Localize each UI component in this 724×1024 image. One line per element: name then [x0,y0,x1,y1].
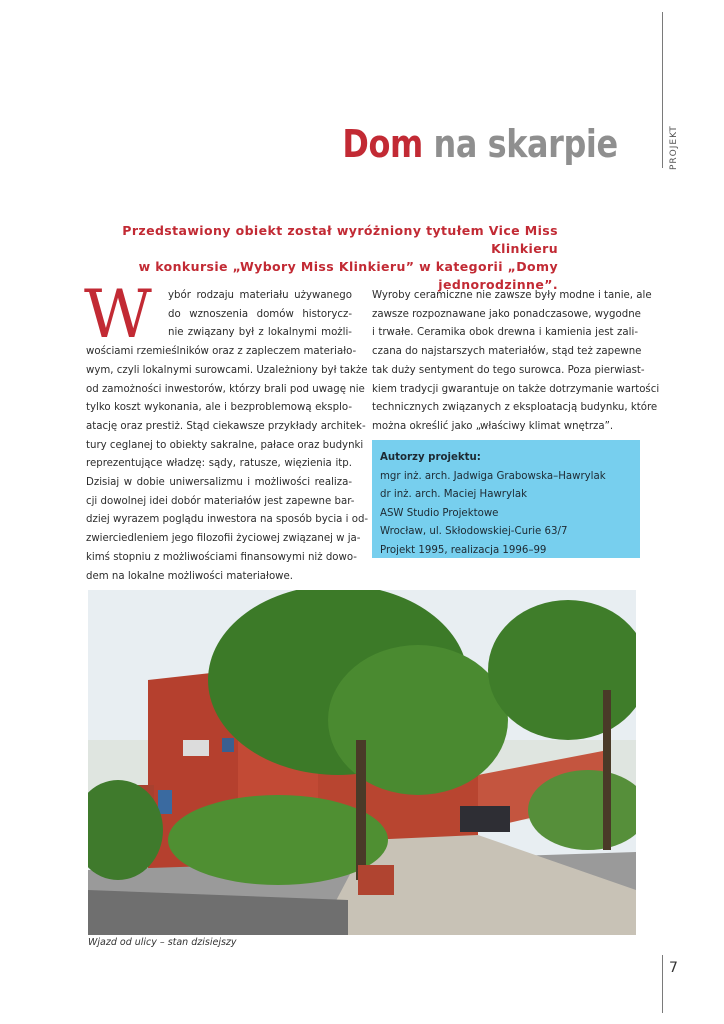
photo-caption: Wjazd od ulicy – stan dzisiejszy [88,937,237,948]
text-line: technicznych związanych z eksploatacją budynku, które [372,402,658,414]
page-title [343,122,618,166]
author-line: mgr inż. arch. Jadwiga Grabowska–Hawrylak [380,470,606,482]
text-line: zawsze rozpoznawane jako ponadczasowe, wygodne [372,308,641,320]
text-line: można określić jako „właściwy klimat wnętrza”. [372,420,614,432]
title-gray-words: na skarpie [433,122,618,166]
author-line: Projekt 1995, realizacja 1996–99 [380,544,547,556]
text-line: dem na lokalne możliwości materiałowe. [86,570,294,582]
author-line: Wrocław, ul. Skłodowskiej-Curie 63/7 [380,526,568,537]
article-column-right [372,287,660,437]
title-red-word: Dom [342,122,424,166]
text-line: i trwałe. Ceramika obok drewna i kamienia jest zali- [372,327,638,339]
author-line: ASW Studio Projektowe [380,507,499,519]
authors-box [372,440,640,558]
text-line: czana do najstarszych materiałów, stąd też zapewne [372,346,642,358]
page-number: 7 [669,960,678,976]
text-line: ybór rodzaju materiału używanego [168,290,352,301]
section-label: PROJEKT [669,125,679,170]
text-line: tury ceglanej to obiekty sakralne, pałace oraz budynki [86,439,364,451]
house-photo [88,590,636,935]
text-line: dziej wyrazem poglądu inwestora na sposób bycia i od- [86,514,369,526]
drop-cap: W [84,276,152,353]
text-line: do wznoszenia domów historycz- [168,308,352,320]
text-line: Dzisiaj w dobie uniwersalizmu i możliwości realiza- [86,477,352,489]
text-line: zwierciedleniem jego filozofii życiowej związanej w ja- [86,533,361,545]
text-line: Wyroby ceramiczne nie zawsze były modne i tanie, ale [372,290,652,301]
text-line: tylko koszt wykonania, ale i bezproblemową eksplo- [86,402,352,414]
text-line: od zamożności inwestorów, którzy brali pod uwagę nie [86,383,365,395]
author-line: dr inż. arch. Maciej Hawrylak [380,489,527,500]
lead-line: Przedstawiony obiekt został wyróżniony tytułem Vice Miss Klinkieru [122,223,558,256]
text-line: nie związany był z lokalnymi możli- [168,327,352,339]
text-line: wym, czyli lokalnymi surowcami. Uzależniony był także [86,364,368,376]
authors-heading: Autorzy projektu: [380,452,481,463]
vertical-rule-bottom [662,955,663,1013]
text-line: kimś stopniu z możliwościami finansowymi niż dowo- [86,551,357,563]
text-line: reprezentujące władzę: sądy, ratusze, więzienia itp. [86,458,352,470]
text-line: cji dowolnej idei dobór materiałów jest zapewne bar- [86,495,355,507]
vertical-rule-top [662,12,663,168]
text-line: kiem tradycji gwarantuje on także dotrzymanie wartości [372,383,660,395]
article-column-left [84,276,369,586]
text-line: wościami rzemieślników oraz z zapleczem materiało- [86,346,357,358]
text-line: atację oraz prestiż. Stąd ciekawsze przykłady architek- [86,420,366,432]
lead-line: w konkursie „Wybory Miss Klinkieru” w kategorii „Domy jednorodzinne”. [138,259,558,292]
text-line: tak duży sentyment do tego surowca. Poza pierwiast- [372,364,645,376]
